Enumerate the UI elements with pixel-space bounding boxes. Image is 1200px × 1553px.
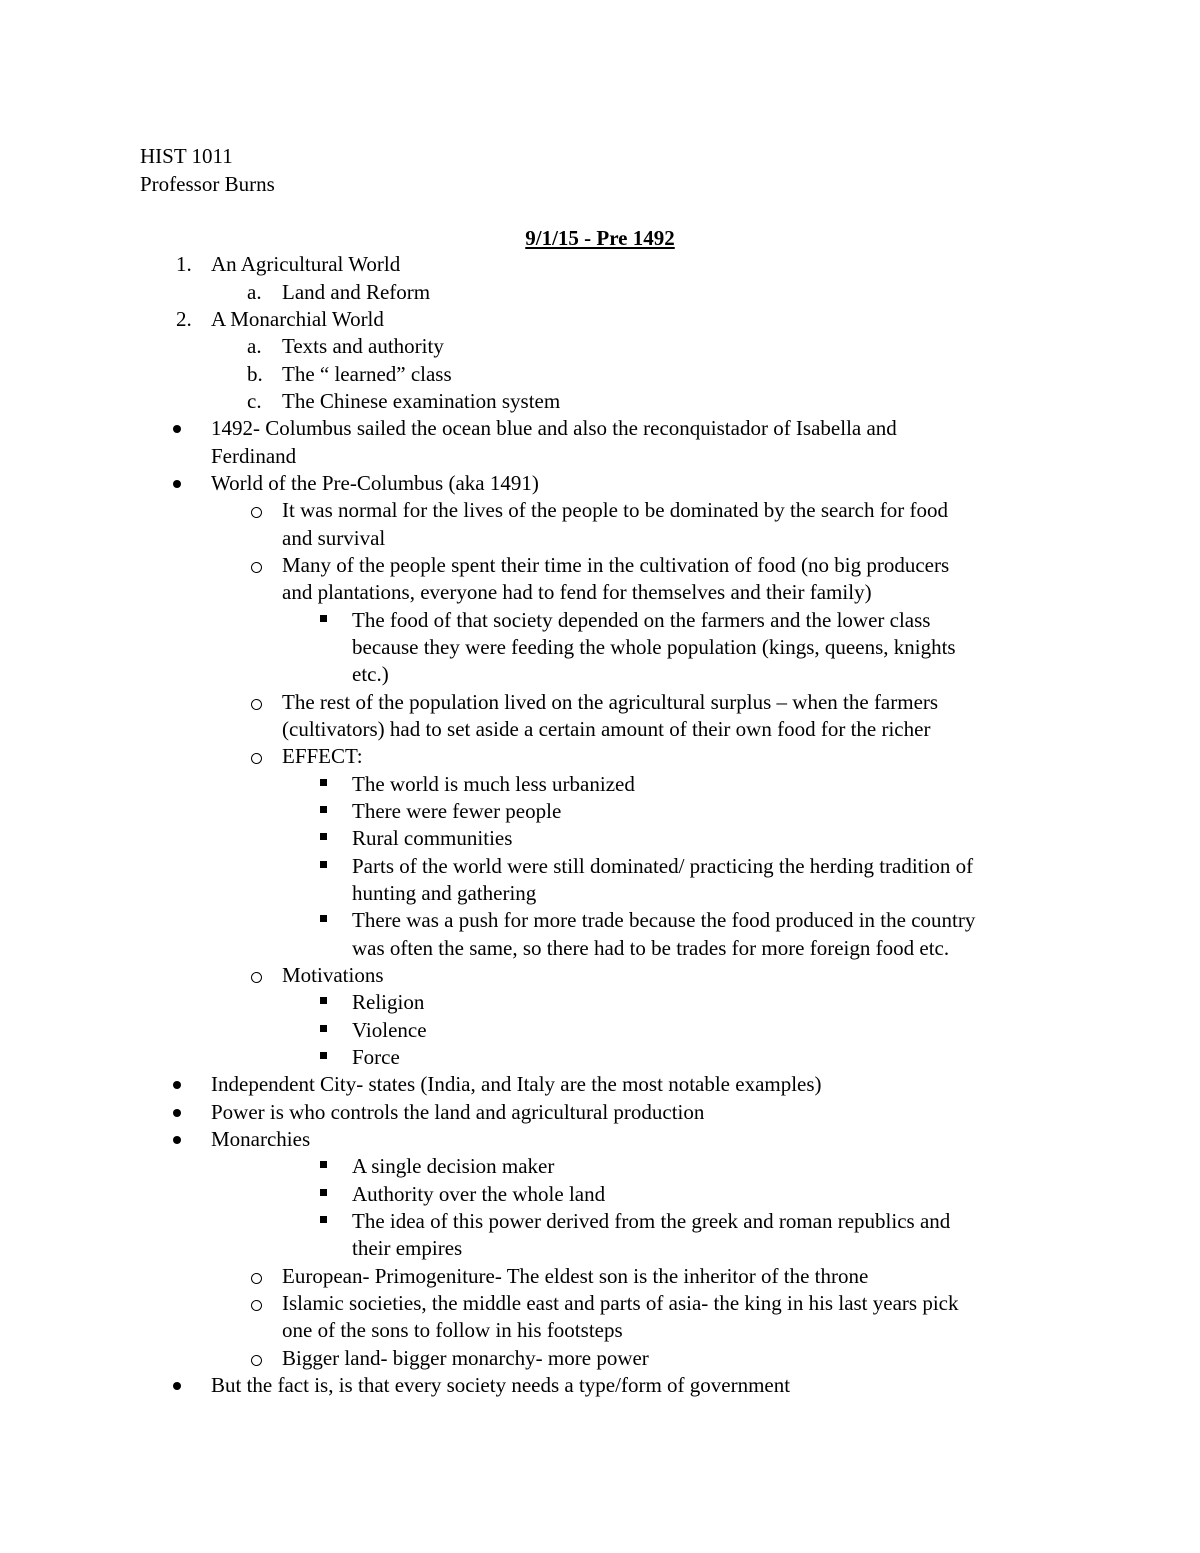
outline-text: An Agricultural World	[211, 252, 401, 276]
outline-text: because they were feeding the whole population (kings, queens, knights	[352, 635, 956, 659]
outline-line	[0, 361, 1200, 388]
list-letter: a.	[247, 334, 262, 358]
outline-line	[0, 306, 1200, 333]
outline-line	[0, 689, 1200, 716]
outline-line	[0, 771, 1200, 798]
outline-line	[0, 798, 1200, 825]
outline-text: Ferdinand	[211, 444, 297, 468]
outline-text: 1492- Columbus sailed the ocean blue and also the reconquistador of Isabella and	[211, 416, 897, 440]
outline-text: and plantations, everyone had to fend for themselves and their family)	[282, 580, 872, 604]
list-letter: c.	[247, 389, 262, 413]
outline-text: and survival	[282, 526, 386, 550]
outline-line	[0, 1017, 1200, 1044]
outline-line	[0, 1044, 1200, 1071]
outline-text: Land and Reform	[282, 280, 431, 304]
list-number: 1.	[176, 252, 192, 276]
outline-text: Parts of the world were still dominated/ practicing the herding tradition of	[352, 854, 974, 878]
outline-line	[0, 743, 1200, 771]
document-header	[140, 143, 275, 199]
outline-line	[0, 251, 1200, 279]
outline-line	[0, 853, 1200, 880]
outline-line	[0, 1290, 1200, 1317]
outline-line	[0, 1372, 1200, 1399]
outline-text: A single decision maker	[352, 1154, 555, 1178]
lecture-outline	[0, 251, 1200, 1399]
outline-text: The idea of this power derived from the greek and roman republics and	[352, 1209, 951, 1233]
outline-text: (cultivators) had to set aside a certain amount of their own food for the richer	[282, 717, 931, 741]
outline-line	[0, 634, 1200, 661]
outline-line	[0, 388, 1200, 415]
outline-text: Bigger land- bigger monarchy- more power	[282, 1346, 649, 1370]
outline-text: Independent City- states (India, and Italy are the most notable examples)	[211, 1072, 822, 1096]
outline-line	[0, 607, 1200, 634]
outline-text: It was normal for the lives of the people to be dominated by the search for food	[282, 498, 948, 522]
outline-text: The rest of the population lived on the agricultural surplus – when the farmers	[282, 690, 939, 714]
outline-text: World of the Pre-Columbus (aka 1491)	[211, 471, 539, 495]
outline-text: Power is who controls the land and agricultural production	[211, 1100, 705, 1124]
outline-text: The food of that society depended on the farmers and the lower class	[352, 608, 931, 632]
outline-text: etc.)	[352, 662, 389, 686]
lecture-title	[0, 225, 1200, 253]
outline-line	[0, 1181, 1200, 1208]
outline-text: was often the same, so there had to be trades for more foreign food etc.	[352, 936, 950, 960]
outline-line	[0, 1263, 1200, 1290]
outline-text: one of the sons to follow in his footsteps	[282, 1318, 623, 1342]
outline-line	[0, 825, 1200, 853]
outline-line	[0, 935, 1200, 962]
outline-line	[0, 1099, 1200, 1126]
outline-text: Rural communities	[352, 826, 513, 850]
professor-name: Professor Burns	[140, 172, 275, 196]
course-code: HIST 1011	[140, 144, 233, 168]
outline-text: Motivations	[282, 963, 384, 987]
list-number: 2.	[176, 307, 192, 331]
outline-line	[0, 525, 1200, 552]
outline-text: their empires	[352, 1236, 463, 1260]
outline-text: Islamic societies, the middle east and parts of asia- the king in his last years pick	[282, 1291, 959, 1315]
outline-text: Texts and authority	[282, 334, 444, 358]
outline-line	[0, 1208, 1200, 1235]
outline-line	[0, 989, 1200, 1017]
outline-line	[0, 880, 1200, 907]
outline-line	[0, 470, 1200, 497]
outline-line	[0, 907, 1200, 935]
outline-line	[0, 661, 1200, 689]
outline-text: Violence	[352, 1018, 427, 1042]
outline-text: A Monarchial World	[211, 307, 384, 331]
outline-text: European- Primogeniture- The eldest son is the inheritor of the throne	[282, 1264, 869, 1288]
outline-text: Force	[352, 1045, 400, 1069]
outline-text: Authority over the whole land	[352, 1182, 606, 1206]
outline-text: The world is much less urbanized	[352, 772, 635, 796]
outline-line	[0, 1126, 1200, 1153]
list-letter: a.	[247, 280, 262, 304]
outline-text: Religion	[352, 990, 425, 1014]
outline-line	[0, 279, 1200, 306]
outline-line	[0, 552, 1200, 579]
outline-text: But the fact is, is that every society needs a type/form of government	[211, 1373, 791, 1397]
outline-line	[0, 1153, 1200, 1181]
outline-line	[0, 962, 1200, 989]
outline-text: hunting and gathering	[352, 881, 537, 905]
outline-line	[0, 443, 1200, 470]
outline-text: The “ learned” class	[282, 362, 452, 386]
outline-line	[0, 497, 1200, 525]
outline-text: There was a push for more trade because the food produced in the country	[352, 908, 976, 932]
outline-line	[0, 1317, 1200, 1345]
outline-line	[0, 1345, 1200, 1372]
outline-line	[0, 579, 1200, 607]
outline-line	[0, 1071, 1200, 1099]
outline-line	[0, 716, 1200, 743]
outline-line	[0, 1235, 1200, 1263]
list-letter: b.	[247, 362, 263, 386]
outline-text: Monarchies	[211, 1127, 311, 1151]
lecture-title-text: 9/1/15 - Pre 1492	[525, 226, 675, 250]
outline-text: The Chinese examination system	[282, 389, 561, 413]
outline-line	[0, 333, 1200, 361]
outline-text: EFFECT:	[282, 744, 363, 768]
outline-text: Many of the people spent their time in the cultivation of food (no big producers	[282, 553, 950, 577]
outline-line	[0, 415, 1200, 443]
outline-text: There were fewer people	[352, 799, 562, 823]
